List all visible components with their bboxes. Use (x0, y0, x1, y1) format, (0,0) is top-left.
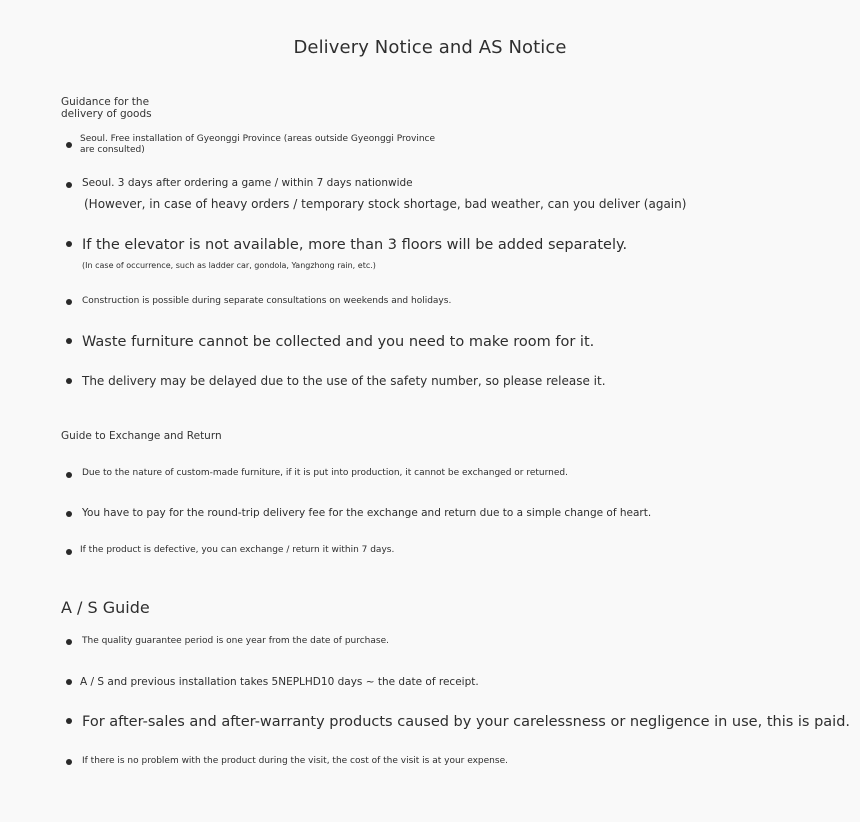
page-title: Delivery Notice and AS Notice (293, 37, 567, 58)
exchange-heading: Guide to Exchange and Return (61, 430, 222, 442)
item-text: If the elevator is not available, more than 3 floors will be added separately. (82, 237, 628, 253)
delivery-heading-line-2: delivery of goods (61, 108, 152, 120)
bullet-icon (66, 241, 72, 247)
item-text-line-1: Seoul. Free installation of Gyeonggi Province (areas outside Gyeonggi Province (80, 134, 436, 144)
as-guide-heading: A / S Guide (61, 598, 150, 617)
bullet-icon (66, 338, 72, 344)
delivery-heading (61, 96, 152, 120)
item-note: (In case of occurrence, such as ladder car, gondola, Yangzhong rain, etc.) (82, 261, 376, 270)
item-text: Due to the nature of custom-made furniture, if it is put into production, it cannot be exchanged or returned. (82, 468, 568, 478)
item-text: A / S and previous installation takes 5NEPLHD10 days ~ the date of receipt. (80, 676, 479, 688)
bullet-icon (66, 549, 72, 555)
item-text: The delivery may be delayed due to the use of the safety number, so please release it. (82, 374, 606, 388)
bullet-icon (66, 718, 72, 724)
item-text: Waste furniture cannot be collected and you need to make room for it. (82, 334, 595, 350)
bullet-icon (66, 182, 72, 188)
bullet-icon (66, 299, 72, 305)
item-note: (However, in case of heavy orders / temporary stock shortage, bad weather, can you deliver (again) (84, 197, 687, 211)
item-text: You have to pay for the round-trip delivery fee for the exchange and return due to a simple change of heart. (82, 507, 652, 519)
bullet-icon (66, 511, 72, 517)
bullet-icon (66, 759, 72, 765)
bullet-icon (66, 679, 72, 685)
bullet-icon (66, 378, 72, 384)
item-text: Construction is possible during separate consultations on weekends and holidays. (82, 296, 452, 306)
bullet-icon (66, 472, 72, 478)
item-text (80, 134, 435, 156)
item-text: For after-sales and after-warranty products caused by your carelessness or negligence in use, this is paid. (82, 714, 851, 730)
item-text-line-2: are consulted) (80, 145, 145, 155)
delivery-heading-line-1: Guidance for the (61, 96, 150, 108)
bullet-icon (66, 639, 72, 645)
item-text: The quality guarantee period is one year from the date of purchase. (82, 636, 389, 646)
item-text: If the product is defective, you can exchange / return it within 7 days. (80, 545, 395, 555)
item-text: If there is no problem with the product during the visit, the cost of the visit is at your expense. (82, 756, 508, 766)
item-text: Seoul. 3 days after ordering a game / within 7 days nationwide (82, 177, 413, 189)
bullet-icon (66, 142, 72, 148)
